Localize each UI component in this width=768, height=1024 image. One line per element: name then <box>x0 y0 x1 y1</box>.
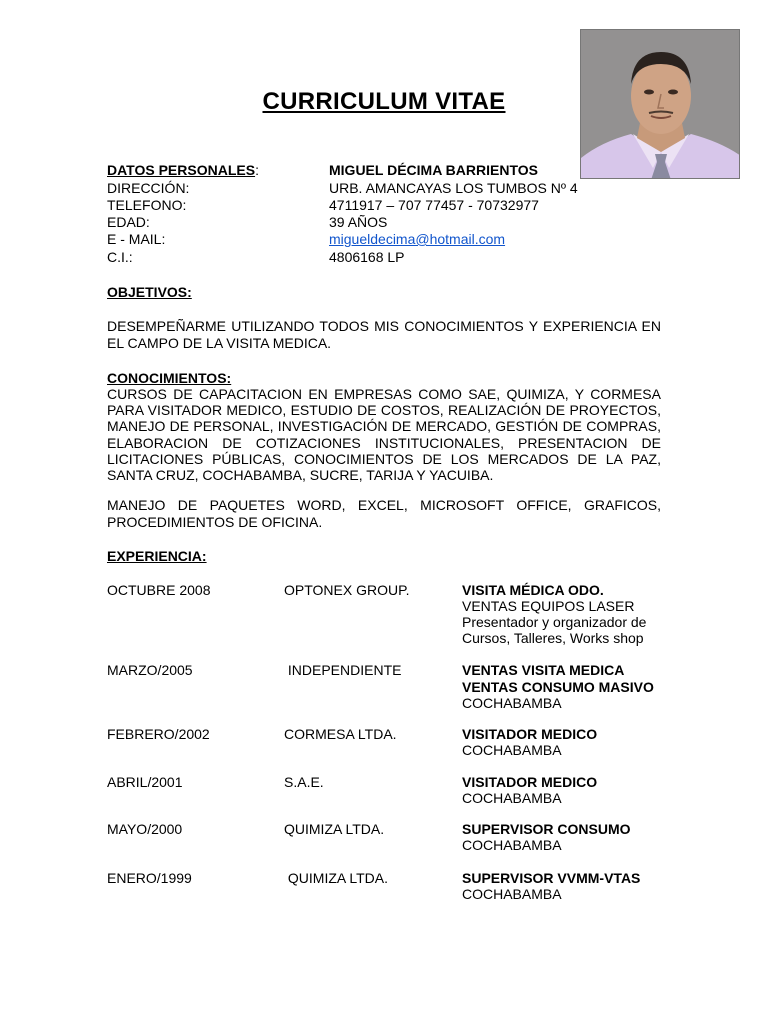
profile-photo <box>580 29 740 179</box>
page-title: CURRICULUM VITAE <box>262 88 506 115</box>
personal-heading: DATOS PERSONALES <box>107 162 256 178</box>
experience-role: SUPERVISOR VVMM-VTAS <box>462 870 641 886</box>
experiencia-heading: EXPERIENCIA: <box>107 548 207 564</box>
email-link[interactable]: migueldecima@hotmail.com <box>329 231 506 247</box>
objetivos-text: DESEMPEÑARME UTILIZANDO TODOS MIS CONOCIMIENTOS Y EXPERIENCIA EN EL CAMPO DE LA VISITA MEDICA. <box>107 318 661 351</box>
experience-company: QUIMIZA LTDA. <box>284 870 388 886</box>
experience-company: QUIMIZA LTDA. <box>284 821 385 837</box>
experience-company: INDEPENDIENTE <box>284 662 402 678</box>
experience-role: VENTAS VISITA MEDICA <box>462 662 625 678</box>
age-label: EDAD: <box>107 214 150 230</box>
personal-heading-colon: : <box>255 162 259 178</box>
experience-role: VENTAS CONSUMO MASIVO <box>462 679 654 695</box>
address-value: URB. AMANCAYAS LOS TUMBOS Nº 4 <box>329 180 578 196</box>
experience-location: COCHABAMBA <box>462 790 562 806</box>
experience-detail: VENTAS EQUIPOS LASER <box>462 598 635 614</box>
experience-date: FEBRERO/2002 <box>107 726 210 742</box>
conocimientos-text: CURSOS DE CAPACITACION EN EMPRESAS COMO SAE, QUIMIZA, Y CORMESA PARA VISITADOR MEDICO, ESTUDIO DE COSTOS, REALIZACIÓN DE PROYECTOS, MANEJO DE PERSONAL, INVESTIGACIÓN DE MERCADO, GESTIÓN DE COMPRAS, ELABORACION DE COTIZACIONES INSTITUCIONALES, PRESENTACION DE LICITACIONES PÚBLICAS, CONOCIMIENTOS DE LOS MERCADOS DE LA PAZ, SANTA CRUZ, COCHABAMBA, SUCRE, TARIJA Y YACUIBA. <box>107 386 661 484</box>
conocimientos-heading: CONOCIMIENTOS: <box>107 370 232 386</box>
experience-location: COCHABAMBA <box>462 742 562 758</box>
experience-role: VISITADOR MEDICO <box>462 726 598 742</box>
personal-section-label <box>107 162 259 179</box>
experience-role: SUPERVISOR CONSUMO <box>462 821 631 837</box>
full-name: MIGUEL DÉCIMA BARRIENTOS <box>329 162 538 178</box>
ci-label: C.I.: <box>107 249 133 265</box>
experience-date: ABRIL/2001 <box>107 774 183 790</box>
experience-date: OCTUBRE 2008 <box>107 582 211 598</box>
experience-date: ENERO/1999 <box>107 870 192 886</box>
experience-location: COCHABAMBA <box>462 695 562 711</box>
objetivos-heading: OBJETIVOS: <box>107 284 192 300</box>
experience-location: COCHABAMBA <box>462 886 562 902</box>
portrait-image <box>581 30 740 179</box>
experience-location: COCHABAMBA <box>462 837 562 853</box>
experience-company: CORMESA LTDA. <box>284 726 397 742</box>
address-label: DIRECCIÓN: <box>107 180 190 196</box>
experience-company: S.A.E. <box>284 774 324 790</box>
ci-value: 4806168 LP <box>329 249 405 265</box>
experience-role: VISITA MÉDICA ODO. <box>462 582 604 598</box>
experience-date: MARZO/2005 <box>107 662 193 678</box>
phone-value: 4711917 – 707 77457 - 70732977 <box>329 197 539 213</box>
conocimientos-software-text: MANEJO DE PAQUETES WORD, EXCEL, MICROSOFT OFFICE, GRAFICOS, PROCEDIMIENTOS DE OFICINA. <box>107 497 661 530</box>
experience-date: MAYO/2000 <box>107 821 183 837</box>
experience-detail: Presentador y organizador de <box>462 614 647 630</box>
age-value: 39 AÑOS <box>329 214 388 230</box>
phone-label: TELEFONO: <box>107 197 187 213</box>
experience-detail: Cursos, Talleres, Works shop <box>462 630 644 646</box>
email-label: E - MAIL: <box>107 231 166 247</box>
experience-role: VISITADOR MEDICO <box>462 774 598 790</box>
experience-company: OPTONEX GROUP. <box>284 582 410 598</box>
